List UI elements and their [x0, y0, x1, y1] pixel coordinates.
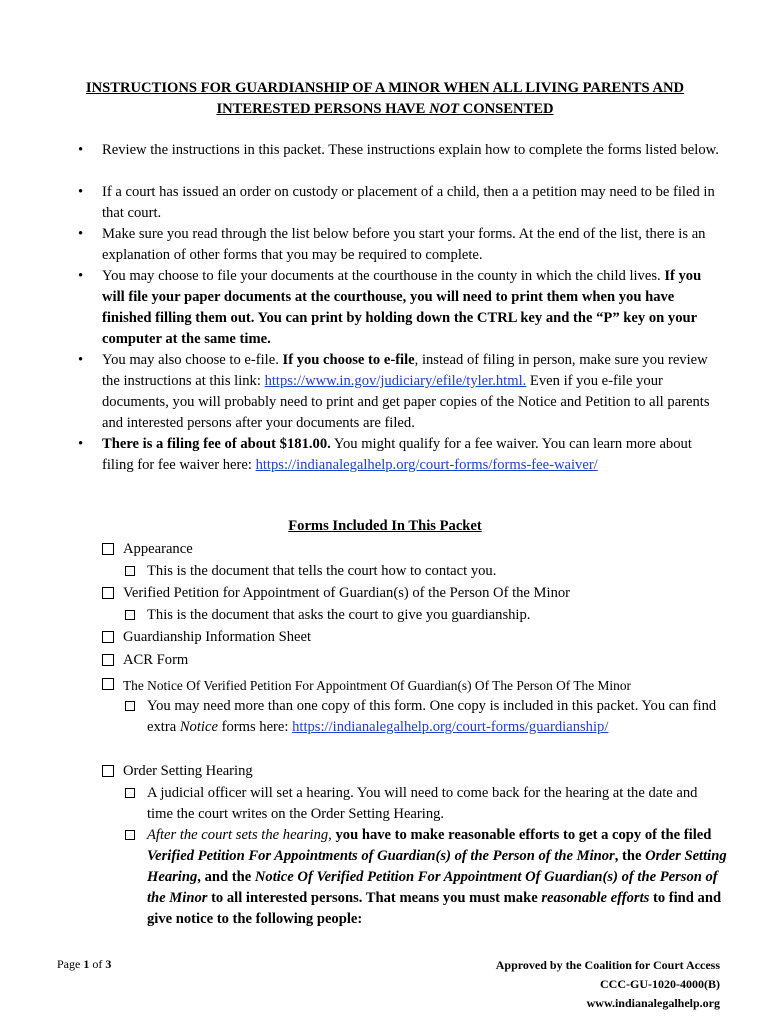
print-instructions: If you will file your paper documents at the courthouse, you will need to print them when you have finished filling them out. You can print by holding down the CTRL key and the “P” key on your computer at the same time.: [102, 268, 702, 347]
website: www.indianalegalhelp.org: [586, 996, 720, 1010]
checkbox-icon[interactable]: [102, 765, 114, 777]
bullet-icon: •: [78, 352, 84, 368]
bullet-icon: •: [78, 142, 84, 158]
bullet-review: Review the instructions in this packet. These instructions explain how to complete the forms listed below.: [102, 142, 719, 158]
checkbox-icon[interactable]: [125, 701, 135, 711]
page-title: [40, 78, 730, 120]
title-line-1: INSTRUCTIONS FOR GUARDIANSHIP OF A MINOR WHEN ALL LIVING PARENTS AND: [85, 80, 685, 96]
form-info-sheet: Guardianship Information Sheet: [123, 629, 312, 645]
checkbox-icon[interactable]: [125, 566, 135, 576]
form-notice: The Notice Of Verified Petition For Appointment Of Guardian(s) Of The Person Of The Minor: [123, 678, 632, 693]
form-code: CCC-GU-1020-4000(B): [600, 977, 720, 991]
bullet-icon: •: [78, 226, 84, 242]
bullet-filing-fee: There is a filing fee of about $181.00. You might qualify for a fee waiver. You can learn more about filing for fee waiver here: https://indianalegalhelp.org/court-forms/forms-fee-waiver/: [102, 436, 692, 473]
form-order-desc-1: A judicial officer will set a hearing. You will need to come back for the hearing at the date and time the court writes on the Order Setting Hearing.: [147, 785, 698, 822]
form-petition-desc: This is the document that asks the court to give you guardianship.: [147, 607, 531, 623]
form-order-desc-2: After the court sets the hearing, you have to make reasonable efforts to get a copy of the filed Verified Petition For Appointments of Guardian(s) of the Person of the Minor, the Order Setting Hearing, and the Notice Of Verified Petition For Appointment Of Guardian(s) of the Person of the Minor to all interested persons. That means you must make reasonable efforts to find and give notice to the following people:: [147, 827, 727, 927]
checkbox-icon[interactable]: [125, 610, 135, 620]
bullet-read-list: Make sure you read through the list below before you start your forms. At the end of the list, there is an explanation of other forms that you may be required to complete.: [102, 226, 706, 263]
form-appearance-desc: This is the document that tells the court how to contact you.: [147, 563, 497, 579]
bullet-custody-order: If a court has issued an order on custody or placement of a child, then a a petition may need to be filed in that court.: [102, 184, 715, 221]
form-notice-desc: You may need more than one copy of this form. One copy is included in this packet. You can find extra Notice forms here: https://indianalegalhelp.org/court-forms/guardianship/: [147, 698, 717, 735]
checkbox-icon[interactable]: [102, 678, 114, 690]
checkbox-icon[interactable]: [102, 543, 114, 555]
fee-waiver-link[interactable]: https://indianalegalhelp.org/court-forms/forms-fee-waiver/: [255, 457, 598, 473]
checkbox-icon[interactable]: [125, 830, 135, 840]
bullet-icon: •: [78, 184, 84, 200]
forms-heading: Forms Included In This Packet: [288, 518, 482, 534]
footer-approval: [496, 956, 720, 1013]
bullet-efile: You may also choose to e-file. If you choose to e-file, instead of filing in person, make sure you review the instructions at this link: https://www.in.gov/judiciary/efile/tyler.html. Even if you e-file your documents, you will probably need to print and get paper copies of the Notice and Petition to all parents and interested persons after your documents are filed.: [102, 352, 710, 431]
title-emphasis: NOT: [429, 101, 460, 117]
bullet-icon: •: [78, 436, 84, 452]
page-number: Page 1 of 3: [57, 957, 112, 971]
title-line-2: INTERESTED PERSONS HAVE: [216, 101, 430, 117]
checkbox-icon[interactable]: [102, 631, 114, 643]
checkbox-icon[interactable]: [102, 587, 114, 599]
guardianship-forms-link[interactable]: https://indianalegalhelp.org/court-forms/guardianship/: [292, 719, 609, 735]
approved-by: Approved by the Coalition for Court Access: [495, 958, 720, 972]
bullet-courthouse: You may choose to file your documents at the courthouse in the county in which the child lives. If you will file your paper documents at the courthouse, you will need to print them when you have finished filling them out. You can print by holding down the CTRL key and the “P” key on your computer at the same time.: [102, 268, 702, 347]
bullet-icon: •: [78, 268, 84, 284]
efile-link[interactable]: https://www.in.gov/judiciary/efile/tyler.html.: [264, 373, 527, 389]
form-order: Order Setting Hearing: [123, 763, 253, 779]
checkbox-icon[interactable]: [102, 654, 114, 666]
form-acr: ACR Form: [123, 652, 189, 668]
form-petition: Verified Petition for Appointment of Guardian(s) of the Person Of the Minor: [123, 585, 571, 601]
form-appearance: Appearance: [123, 541, 193, 557]
checkbox-icon[interactable]: [125, 788, 135, 798]
title-line-2-end: CONSENTED: [459, 101, 554, 117]
